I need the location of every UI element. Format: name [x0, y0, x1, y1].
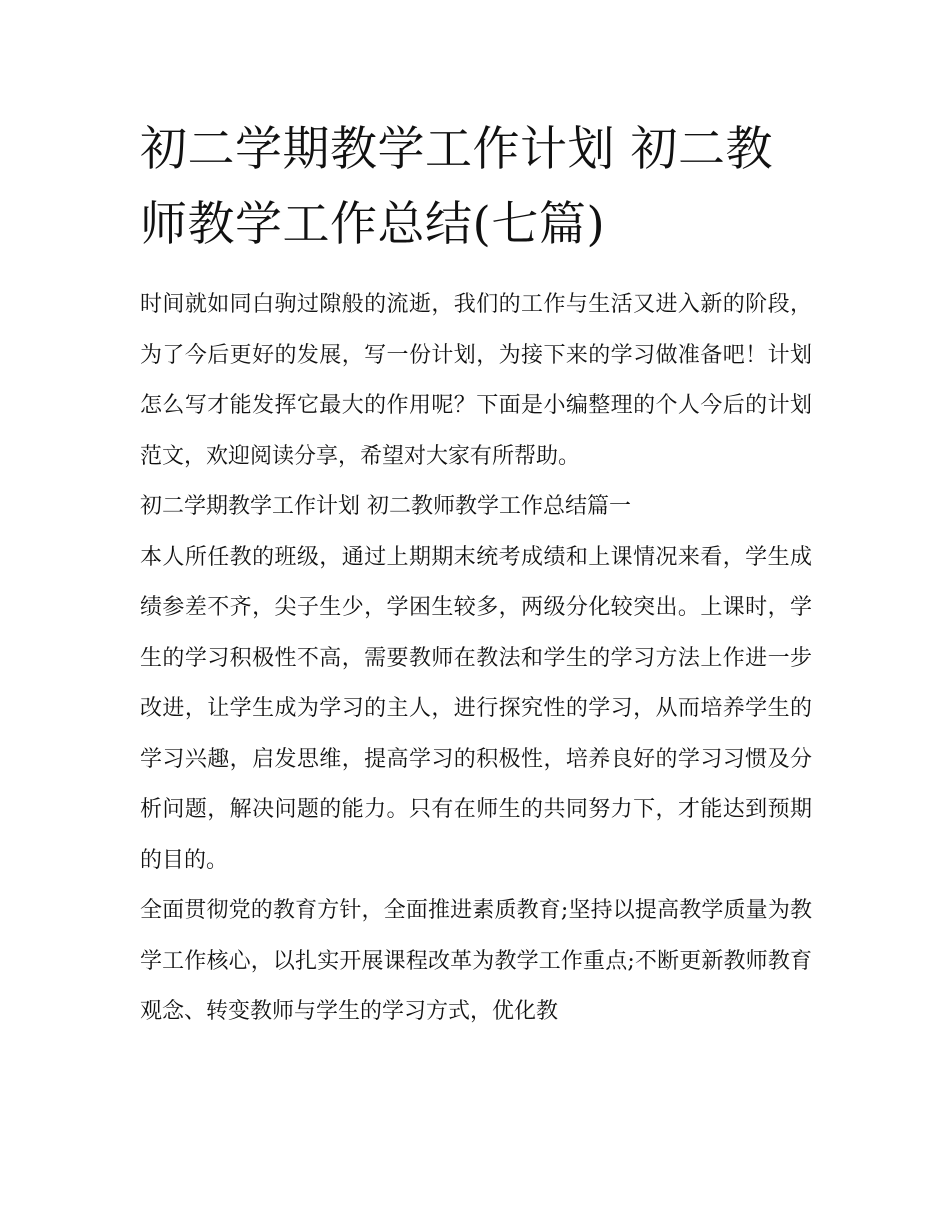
section-heading: 初二学期教学工作计划 初二教师教学工作总结篇一: [140, 494, 631, 519]
intro-paragraph: 时间就如同白驹过隙般的流逝，我们的工作与生活又进入新的阶段，为了今后更好的发展，写一份计划，为接下来的学习做准备吧！计划怎么写才能发挥它最大的作用呢？下面是小编整理的个人今后的计划范文，欢迎阅读分享，希望对大家有所帮助。: [140, 292, 812, 469]
document-body: [140, 112, 812, 1038]
document-title: 初二学期教学工作计划 初二教师教学工作总结(七篇): [140, 122, 773, 252]
body-paragraph-2: 全面贯彻党的教育方针，全面推进素质教育;坚持以提高教学质量为教学工作核心，以扎实开展课程改革为教学工作重点;不断更新教师教育观念、转变教师与学生的学习方式，优化教: [140, 898, 812, 1024]
body-paragraph-1: 本人所任教的班级，通过上期期末统考成绩和上课情况来看，学生成绩参差不齐，尖子生少，学困生较多，两级分化较突出。上课时，学生的学习积极性不高，需要教师在教法和学生的学习方法上作进一步改进，让学生成为学习的主人，进行探究性的学习，从而培养学生的学习兴趣，启发思维，提高学习的积极性，培养良好的学习习惯及分析问题，解决问题的能力。只有在师生的共同努力下，才能达到预期的目的。: [140, 544, 812, 873]
